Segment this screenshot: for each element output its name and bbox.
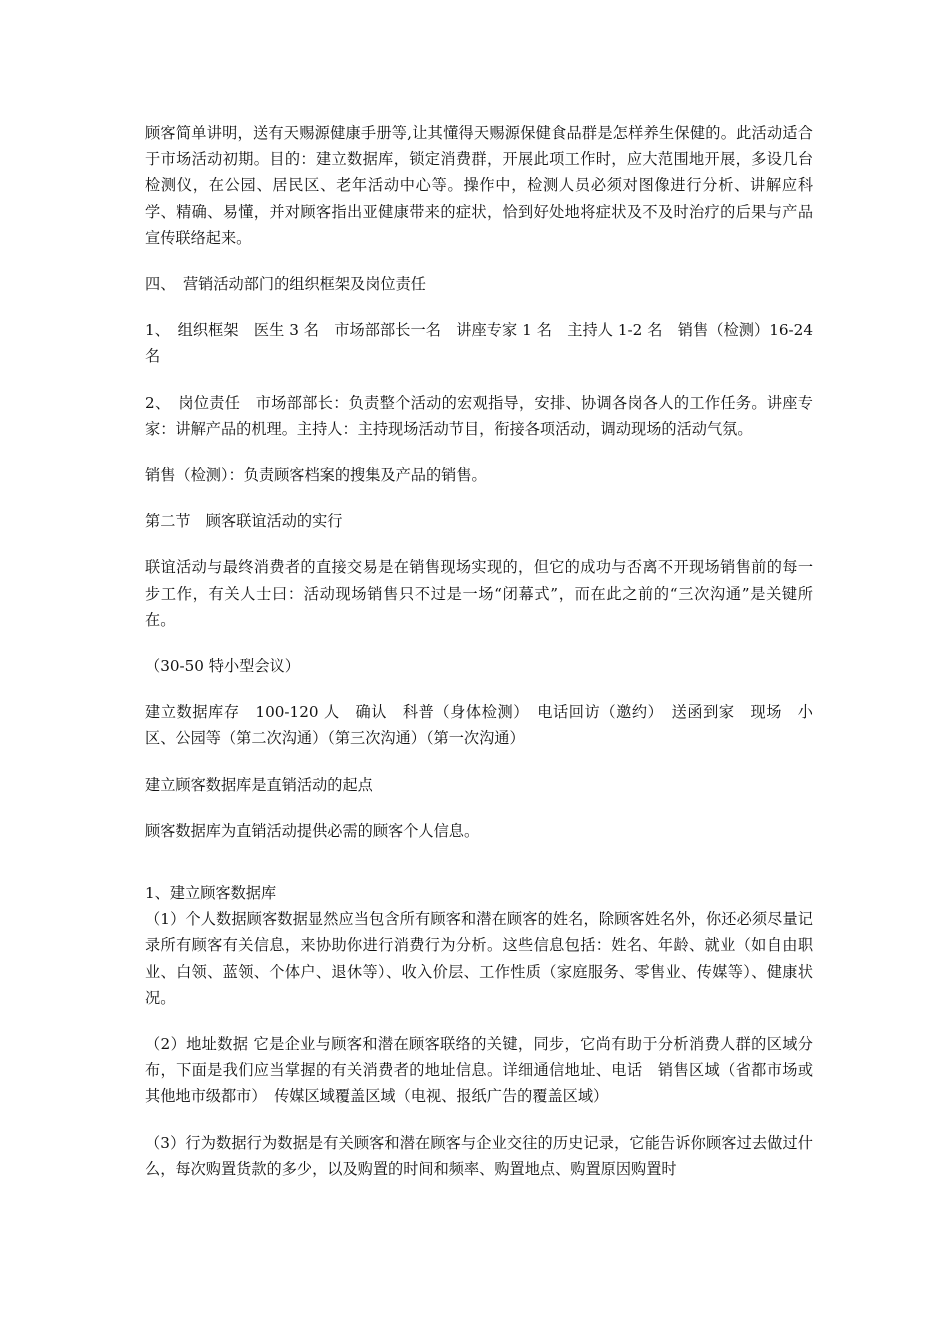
section-heading-4: 四、 营销活动部门的组织框架及岗位责任 bbox=[145, 275, 426, 294]
paragraph-meeting-size: （30-50 特小型会议） bbox=[145, 657, 300, 676]
paragraph-responsibilities: 2、 岗位责任 市场部部长：负责整个活动的宏观指导，安排、协调各岗各人的工作任务。讲座专家：讲解产品的机理。主持人：主持现场活动节目，衔接各项活动，调动现场的活动气氛。 bbox=[145, 393, 813, 438]
paragraph-database-start: 建立顾客数据库是直销活动的起点 bbox=[145, 775, 373, 794]
paragraph-intro: 顾客简单讲明，送有天赐源健康手册等,让其懂得天赐源保健食品群是怎样养生保健的。此活动适合于市场活动初期。目的：建立数据库，锁定消费群，开展此项工作时，应大范围地开展，多设几台检测仪，在公园、居民区、老年活动中心等。操作中，检测人员必须对图像进行分析、讲解应科学、精确、易懂，并对顾客指出亚健康带来的症状，恰到好处地将症状及不及时治疗的后果与产品宣传联络起来。 bbox=[145, 124, 813, 247]
section-heading-2: 第二节 顾客联谊活动的实行 bbox=[145, 512, 343, 531]
paragraph-event-intro: 联谊活动与最终消费者的直接交易是在销售现场实现的，但它的成功与否离不开现场销售前的每一步工作，有关人士曰：活动现场销售只不过是一场“闭幕式”，而在此之前的“三次沟通”是关键所在。 bbox=[145, 558, 813, 629]
paragraph-org-framework: 1、 组织框架 医生 3 名 市场部部长一名 讲座专家 1 名 主持人 1-2 名 销售（检测）16-24 名 bbox=[145, 321, 813, 366]
paragraph-behavior-data: （3）行为数据行为数据是有关顾客和潜在顾客与企业交往的历史记录，它能告诉你顾客过去做过什么，每次购置货款的多少，以及购置的时间和频率、购置地点、购置原因购置时 bbox=[145, 1133, 813, 1178]
paragraph-address-data: （2）地址数据 它是企业与顾客和潜在顾客联络的关键，同步，它尚有助于分析消费人群的区域分布，下面是我们应当掌握的有关消费者的地址信息。详细通信地址、电话 销售区域（省都市场或其他地市级都市） 传媒区域覆盖区域（电视、报纸广告的覆盖区域） bbox=[145, 1035, 813, 1106]
paragraph-database-info: 顾客数据库为直销活动提供必需的顾客个人信息。 bbox=[145, 821, 480, 840]
paragraph-process: 建立数据库存 100-120 人 确认 科普（身体检测） 电话回访（邀约） 送函到家 现场 小区、公园等（第二次沟通）（第三次沟通）（第一次沟通） bbox=[145, 703, 813, 748]
paragraph-sales-role: 销售（检测）：负责顾客档案的搜集及产品的销售。 bbox=[145, 466, 487, 485]
subheading-build-database: 1、建立顾客数据库 bbox=[145, 884, 277, 903]
document-page bbox=[145, 120, 813, 1182]
paragraph-personal-data: （1）个人数据顾客数据显然应当包含所有顾客和潜在顾客的姓名，除顾客姓名外，你还必须尽量记录所有顾客有关信息，来协助你进行消费行为分析。这些信息包括：姓名、年龄、就业（如自由职业、白领、蓝领、个体户、退休等）、收入价层、工作性质（家庭服务、零售业、传媒等）、健康状况。 bbox=[145, 910, 813, 1007]
